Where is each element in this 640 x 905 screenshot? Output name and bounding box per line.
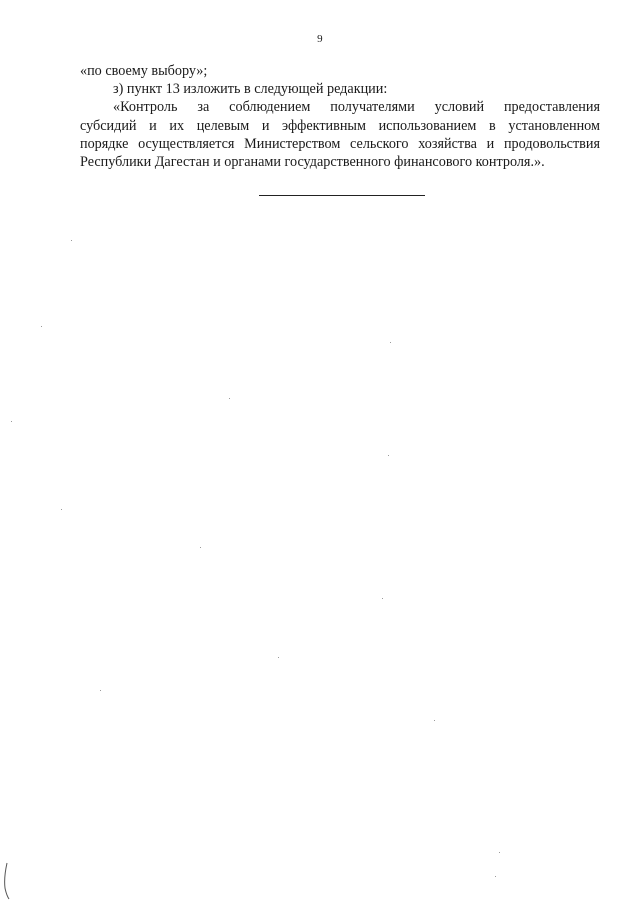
text-line-subitem-z: з) пункт 13 изложить в следующей редакции: xyxy=(113,81,388,98)
text-line-continuation: «по своему выбору»; xyxy=(80,63,208,79)
scan-speck xyxy=(382,598,383,599)
scan-speck xyxy=(61,509,62,510)
scan-speck xyxy=(11,421,12,422)
text-line-quote-end: Республики Дагестан и органами государственного финансового контроля.». xyxy=(80,154,545,171)
scan-edge-mark xyxy=(2,862,10,900)
text-line-quote-2: субсидий и их целевым и эффективным использованием в установленном xyxy=(80,117,600,134)
scan-speck xyxy=(71,240,72,241)
scan-speck xyxy=(390,342,391,343)
scan-speck xyxy=(499,852,500,853)
scan-speck xyxy=(200,547,201,548)
scan-speck xyxy=(434,720,435,721)
scan-speck xyxy=(388,455,389,456)
scan-speck xyxy=(495,876,496,877)
scan-speck xyxy=(100,690,101,691)
scan-speck xyxy=(41,326,42,327)
document-body xyxy=(80,62,600,171)
page-number: 9 xyxy=(317,33,323,45)
text-line-quote-start: «Контроль за соблюдением получателями условий предоставления xyxy=(113,99,600,116)
scan-speck xyxy=(229,398,230,399)
scan-speck xyxy=(278,657,279,658)
closing-rule xyxy=(259,195,425,196)
text-line-quote-3: порядке осуществляется Министерством сельского хозяйства и продовольствия xyxy=(80,135,600,152)
